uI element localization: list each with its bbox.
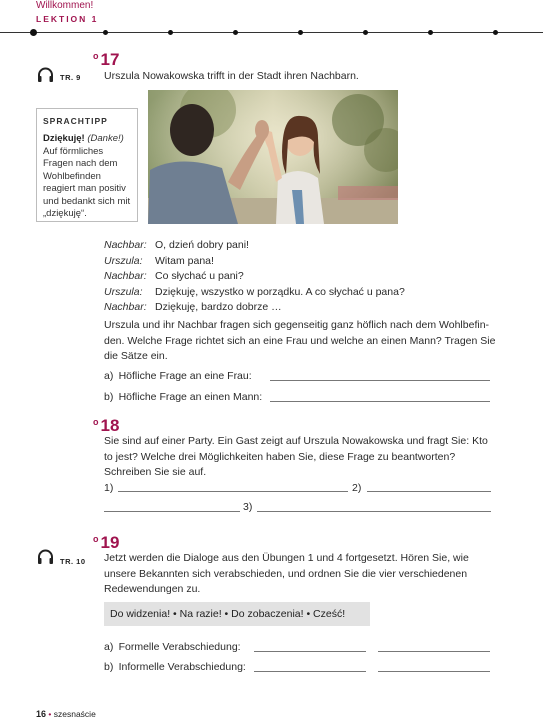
page-number: 16 [36,709,47,719]
answer-line-2-cont[interactable] [104,511,240,512]
circle-marker-icon: o [93,534,99,544]
rule-dot [298,30,303,35]
answer-line-informal-1[interactable] [254,671,366,672]
running-header-title: Willkommen! [36,0,94,11]
exercise-17-intro: Urszula Nowakowska trifft in der Stadt ihren Nachbarn. [104,70,359,82]
answer-line-formal-1[interactable] [254,651,366,652]
page-number-word: szesnaście [53,709,96,719]
answer-number-1: 1) [104,482,114,494]
dialogue-line: Nachbar: O, dzień dobry pani! [104,239,249,251]
circle-marker-icon: o [93,51,99,61]
exercise-number-19: $^o$ 19 [93,533,120,552]
rule-dot [363,30,368,35]
answer-line-b[interactable] [270,401,490,402]
sprachtipp-body: Dziękuję! (Danke!) Auf förmliches Fragen nach dem Wohlbefinden reagiert man positiv und bedankt sich mit „dziękuję“. [43,133,131,219]
track-label-9: TR. 9 [60,73,81,82]
exercise-18-task: Sie sind auf einer Party. Ein Gast zeigt auf Urszula Nowakowska und fragt Sie: Kto to jest? Welche drei Möglichkeiten haben Sie, diese Frage zu beantworten? Schreiben Sie sie auf. [104,435,488,478]
answer-number-2: 2) [352,482,362,494]
answer-line-a[interactable] [270,380,490,381]
exercise-19-task: Jetzt werden die Dialoge aus den Übungen 1 und 4 fortgesetzt. Hören Sie, wie unsere Bekannten sich verabschieden, und ordnen Sie die vier verschiedenen Redewendungen zu. [104,552,469,595]
rule-dot [493,30,498,35]
track-label-10: TR. 10 [60,557,86,566]
answer-line-3[interactable] [257,511,491,512]
answer-line-1[interactable] [118,491,348,492]
answer-line-informal-2[interactable] [378,671,490,672]
item-a-formal-label: a) Formelle Verabschiedung: [104,641,241,653]
sprachtipp-title: SPRACHTIPP [43,116,108,126]
header-rule [0,32,543,33]
rule-dot [168,30,173,35]
exercise-17-task: Urszula und ihr Nachbar fragen sich gegenseitig ganz höflich nach dem Wohlbefin- den. Welche Frage richtet sich an eine Frau und welche an einen Mann? Tragen Sie die Sätze ein. [104,319,496,362]
rule-dot [103,30,108,35]
dialogue-line: Urszula: Dziękuję, wszystko w porządku. A co słychać u pana? [104,285,405,298]
dialogue-line: Nachbar: Co słychać u pani? [104,270,244,282]
dialogue [104,238,405,316]
sprachtipp-box [36,108,138,222]
item-b-informal-label: b) Informelle Verabschiedung: [104,661,246,673]
answer-line-2[interactable] [367,491,491,492]
answer-line-formal-2[interactable] [378,651,490,652]
photo-neighbors-greeting [148,90,398,224]
rule-dot [30,29,37,36]
headphones-icon [37,549,54,570]
headphones-icon [37,67,54,88]
exercise-number-17: $^o$ 17 [93,50,120,69]
rule-dot [428,30,433,35]
page-footer [36,709,96,719]
answer-number-3: 3) [243,501,253,513]
footer-separator: • [48,709,52,719]
circle-marker-icon: o [93,417,99,427]
dialogue-line: Nachbar: Dziękuję, bardzo dobrze … [104,301,282,313]
exercise-number-18: $^o$ 18 [93,416,120,435]
word-box: Do widzenia! • Na razie! • Do zobaczenia! • Cześć! [104,602,370,626]
item-b-label: b) Höfliche Frage an einen Mann: [104,391,263,403]
item-a-label: a) Höfliche Frage an eine Frau: [104,370,252,382]
lesson-label: LEKTION 1 [36,14,99,24]
dialogue-line: Urszula: Witam pana! [104,254,214,267]
rule-dot [233,30,238,35]
